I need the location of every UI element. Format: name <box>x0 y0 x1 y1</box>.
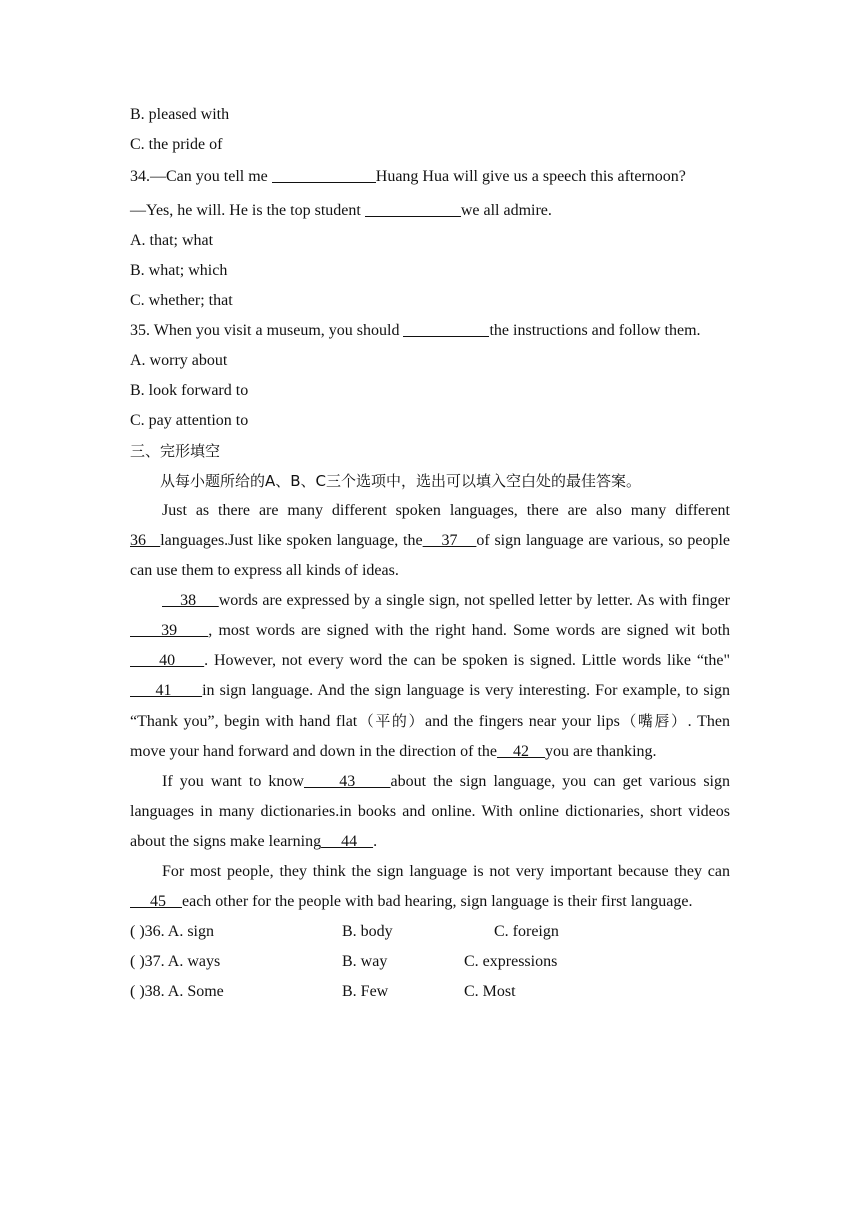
passage-text: about the sign language, you can get various sign languages in many dictionaries.in books and online. With online dictionaries, short videos about the signs make learning <box>130 773 731 850</box>
passage-text: you are thanking. <box>545 743 657 760</box>
passage-paragraph-2 <box>130 586 730 767</box>
passage-text: words are expressed by a single sign, not spelled letter by letter. As with finger <box>218 592 731 609</box>
passage-text: and the fingers near your lips <box>425 713 620 730</box>
q34-answer-part-1: —Yes, he will. He is the top student <box>130 202 365 219</box>
q35-option-a: A. worry about <box>130 352 228 369</box>
q35-stem-part-2: the instructions and follow them. <box>489 322 701 339</box>
blank-36: 36 <box>130 532 161 549</box>
gloss-lips: （嘴唇） <box>619 712 688 730</box>
passage-text: , most words are signed with the right hand. Some words are signed wit both <box>208 622 731 639</box>
q34-dialog-line-1 <box>130 162 730 192</box>
blank-39: 39 <box>130 622 209 639</box>
q33-option-c: C. the pride of <box>130 136 223 153</box>
choice-row-37 <box>130 947 730 977</box>
q33-option-b: B. pleased with <box>130 106 230 123</box>
q35-option-b: B. look forward to <box>130 382 249 399</box>
passage-paragraph-3 <box>130 767 730 857</box>
passage-text: . However, not every word the can be spoken is signed. Little words like “the" <box>204 652 731 669</box>
section-instruction: 从每小题所给的A、B、C三个选项中，选出可以填入空白处的最佳答案。 <box>160 472 642 490</box>
passage-text: . Then move your hand forward and down in the direction of the <box>130 713 730 760</box>
choice-37-c: C. expressions <box>464 953 558 970</box>
choice-38-c: C. Most <box>464 983 516 1000</box>
q35-option-c: C. pay attention to <box>130 412 249 429</box>
passage-text: each other for the people with bad hearing, sign language is their first language. <box>182 893 693 910</box>
q34-dialog-line-2 <box>130 196 730 226</box>
passage-paragraph-4 <box>130 857 730 917</box>
blank-40: 40 <box>130 652 205 669</box>
q35-stem <box>130 316 730 346</box>
passage-paragraph-1 <box>130 496 730 586</box>
choice-36-c: C. foreign <box>494 923 559 940</box>
choice-row-38 <box>130 977 730 1007</box>
blank-45: 45 <box>130 893 182 910</box>
choice-36-a: ( )36. A. sign <box>130 923 214 940</box>
passage-text: of sign language are various, so people can use them to express all kinds of ideas. <box>130 532 731 579</box>
choice-38-b: B. Few <box>342 983 389 1000</box>
q34-option-a: A. that; what <box>130 232 214 249</box>
blank-37: 37 <box>422 532 477 549</box>
passage-text: If you want to know <box>162 773 304 790</box>
passage-text: For most people, they think the sign language is not very important because they can <box>162 863 730 880</box>
section-heading: 三、完形填空 <box>130 442 221 460</box>
q34-option-b: B. what; which <box>130 262 228 279</box>
q34-stem-part-2: Huang Hua will give us a speech this afternoon? <box>375 168 686 185</box>
passage-text: in sign language. And the sign language is very interesting. For example, to sign “Thank you”, begin with hand flat <box>130 682 731 730</box>
q34-blank-2 <box>365 198 461 217</box>
q35-blank <box>403 318 489 337</box>
choice-38-a: ( )38. A. Some <box>130 983 224 1000</box>
choice-36-b: B. body <box>342 923 393 940</box>
blank-42: 42 <box>497 743 546 760</box>
gloss-flat: （平的） <box>357 712 425 730</box>
passage-text: languages.Just like spoken language, the <box>160 532 423 549</box>
q34-stem-part-1: 34.—Can you tell me <box>130 168 272 185</box>
passage-text: Just as there are many different spoken languages, there are also many different <box>162 502 730 519</box>
blank-38: 38 <box>162 592 219 609</box>
q34-option-c: C. whether; that <box>130 292 233 309</box>
q34-blank-1 <box>272 164 376 183</box>
blank-43: 43 <box>303 773 391 790</box>
choice-37-a: ( )37. A. ways <box>130 953 221 970</box>
blank-41: 41 <box>130 682 203 699</box>
choice-37-b: B. way <box>342 953 388 970</box>
blank-44: 44 <box>321 833 374 850</box>
document-page <box>130 100 730 1007</box>
q35-stem-part-1: 35. When you visit a museum, you should <box>130 322 404 339</box>
q34-answer-part-2: we all admire. <box>460 202 552 219</box>
choice-row-36 <box>130 917 730 947</box>
passage-text: . <box>373 833 378 850</box>
